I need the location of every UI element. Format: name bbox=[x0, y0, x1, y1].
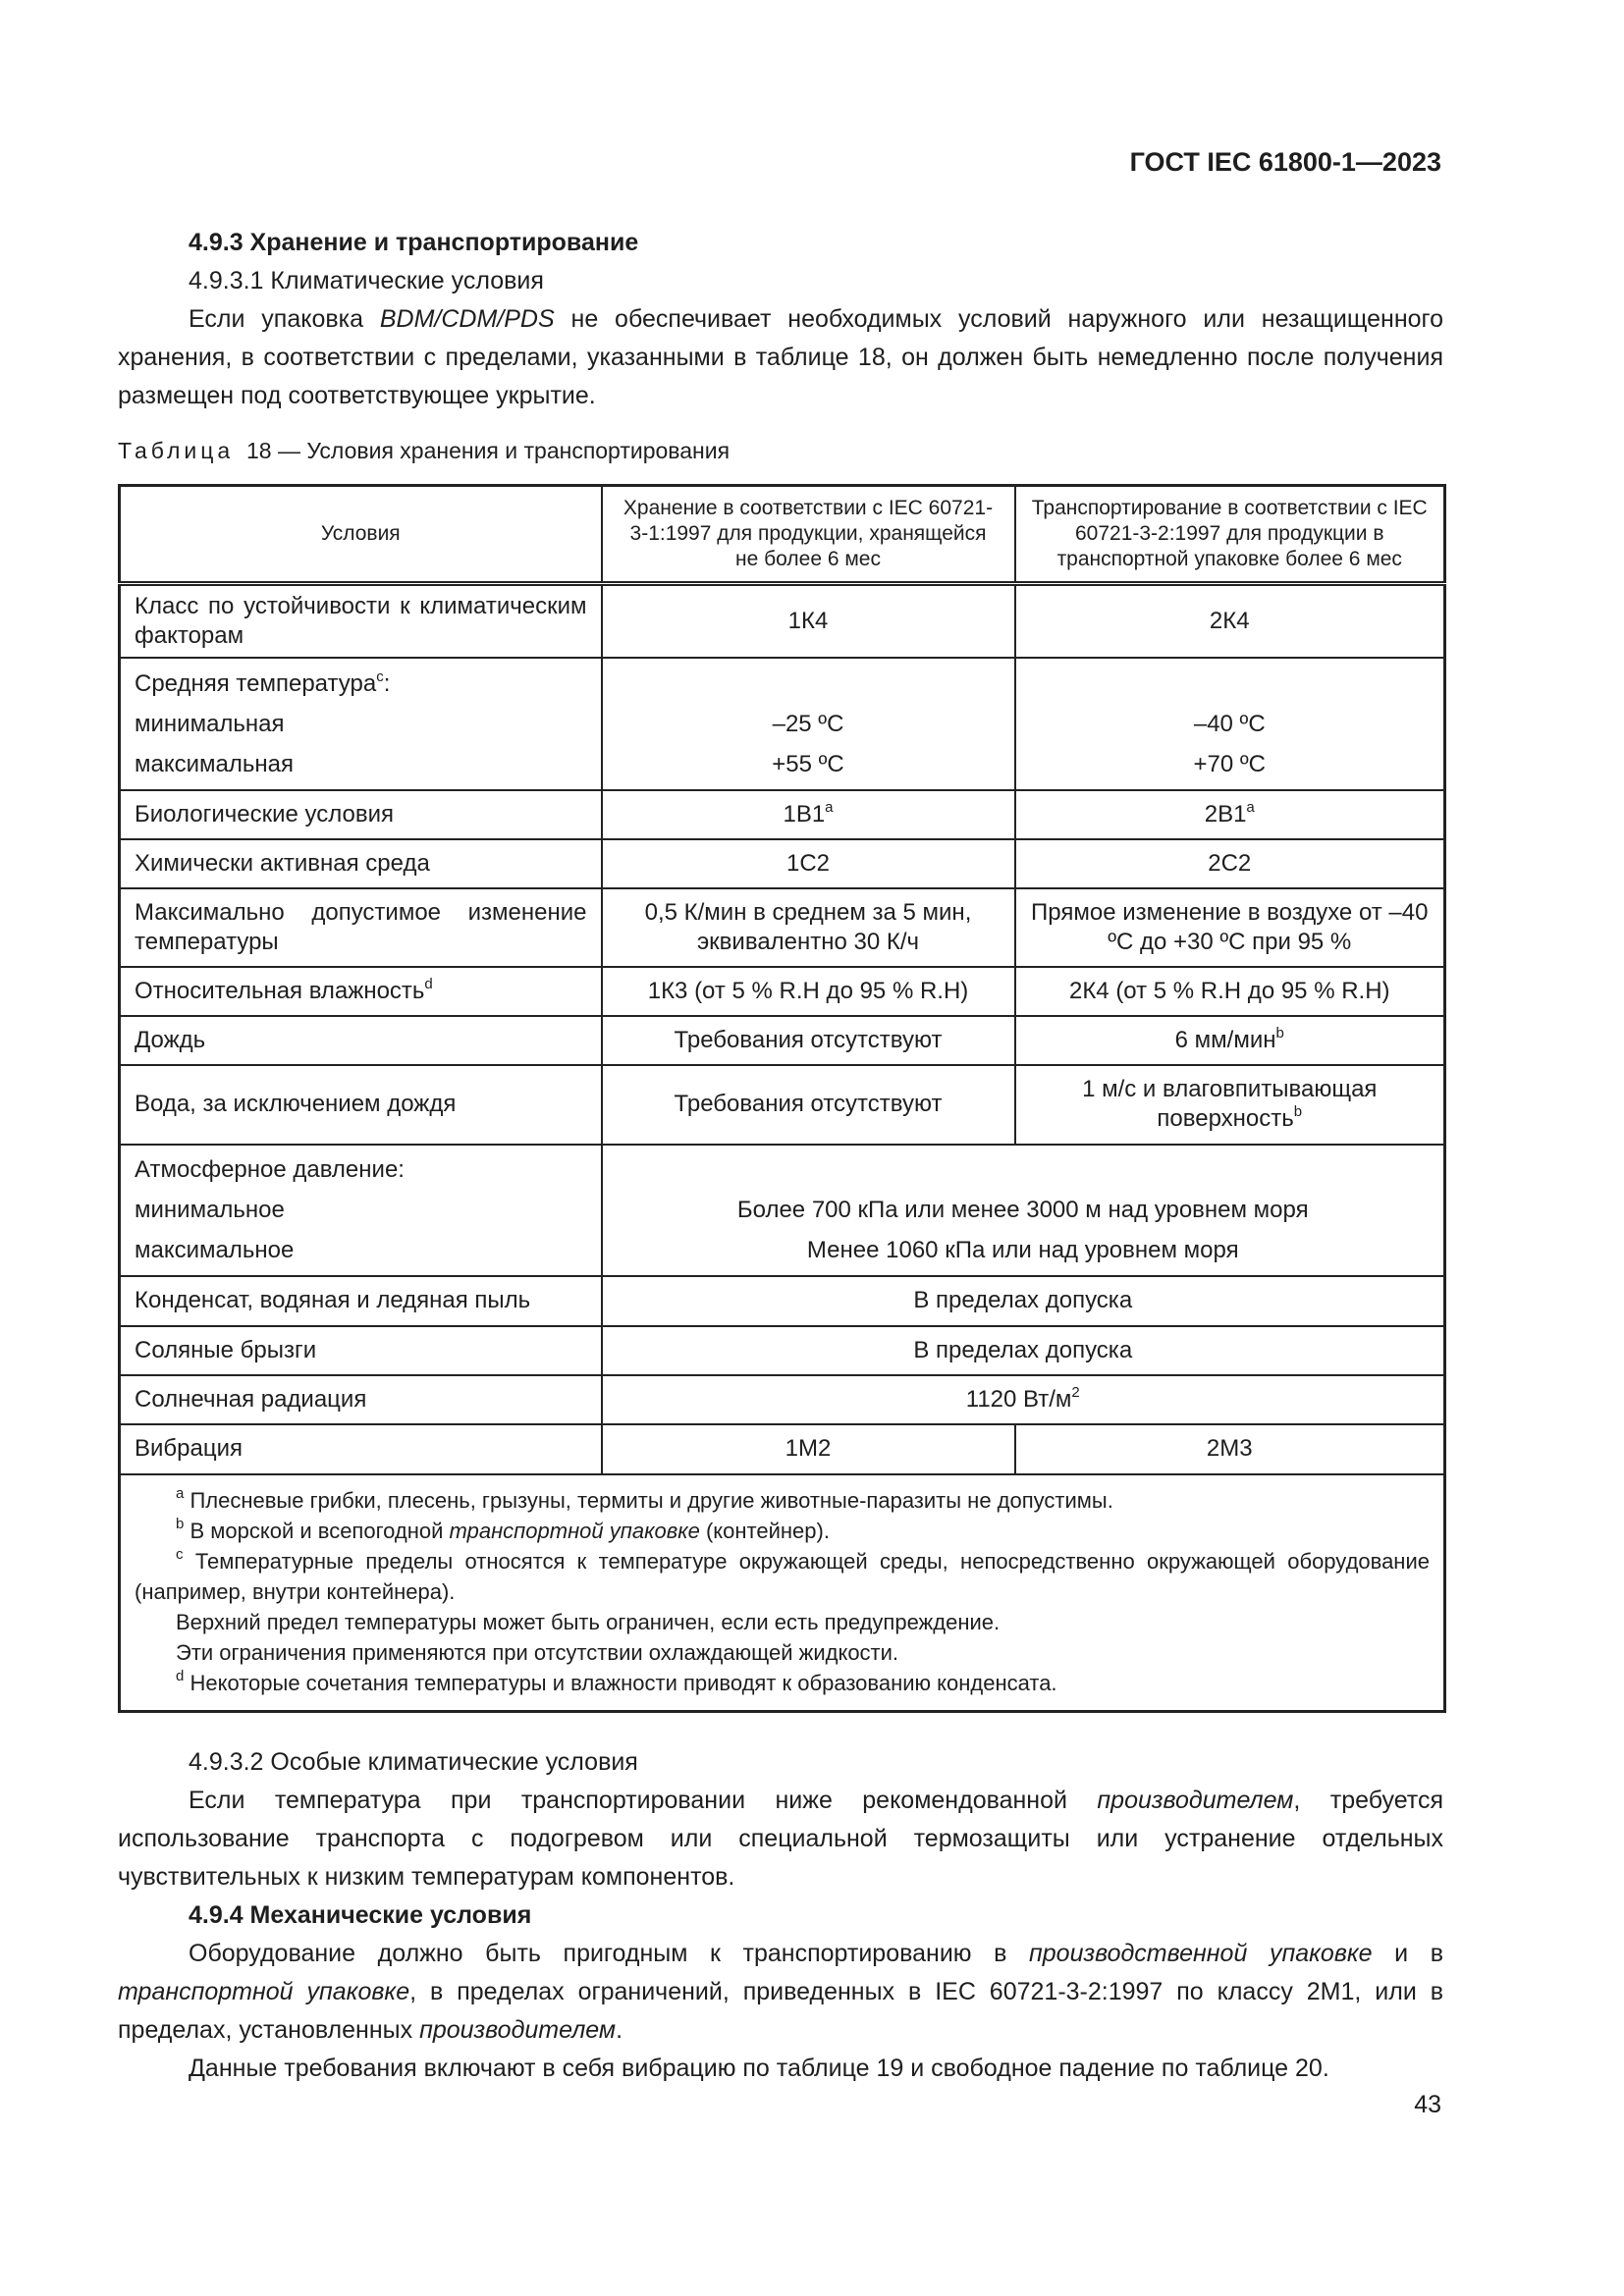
table-row bbox=[120, 584, 1445, 658]
label: минимальное bbox=[135, 1197, 285, 1223]
document-header: ГОСТ IEC 61800-1—2023 bbox=[1129, 147, 1441, 177]
value: Более 700 кПа или менее 3000 м над уровнем моря bbox=[736, 1197, 1309, 1223]
value: +70 ºС bbox=[1193, 750, 1266, 777]
cell: 0,5 К/мин в среднем за 5 мин, эквивалентно 30 К/ч bbox=[602, 888, 1015, 967]
footnotes-row bbox=[120, 1474, 1445, 1712]
superscript: 2 bbox=[1071, 1383, 1080, 1401]
cell: 1К3 (от 5 % R.H до 95 % R.H) bbox=[602, 967, 1015, 1016]
footnote-text: Эти ограничения применяются при отсутствии охлаждающей жидкости. bbox=[176, 1639, 899, 1665]
text: , требуется использование транспорта с подогревом или специальной термозащиты или устранение отдельных чувствительных к низким температурам компонентов. bbox=[118, 1787, 1443, 1891]
row-label: Вибрация bbox=[120, 1424, 602, 1474]
merged-cell bbox=[602, 1145, 1445, 1276]
row-label: Биологические условия bbox=[120, 790, 602, 839]
value: 1В1 bbox=[783, 800, 826, 828]
footnote-text: Верхний предел температуры может быть ограничен, если есть предупреждение. bbox=[176, 1609, 1001, 1634]
table-row bbox=[120, 658, 1445, 790]
table-row bbox=[120, 790, 1445, 839]
italic-term: BDM/CDM/PDS bbox=[379, 305, 555, 333]
page-number: 43 bbox=[1414, 2091, 1441, 2118]
merged-cell: В пределах допуска bbox=[602, 1326, 1445, 1375]
table-row bbox=[120, 1326, 1445, 1375]
merged-cell bbox=[602, 1375, 1445, 1424]
label: максимальная bbox=[135, 750, 294, 777]
cell bbox=[1015, 658, 1445, 790]
table-row bbox=[120, 1065, 1445, 1145]
section-4-9-3 bbox=[118, 224, 1443, 415]
row-label: Дождь bbox=[120, 1016, 602, 1065]
merged-cell: В пределах допуска bbox=[602, 1276, 1445, 1326]
cell: 2С2 bbox=[1015, 839, 1445, 888]
cell bbox=[1015, 1065, 1445, 1145]
subsection-heading: 4.9.3.1 Климатические условия bbox=[189, 267, 544, 294]
caption-label: Таблица bbox=[118, 438, 235, 463]
cell: 1К4 bbox=[602, 584, 1015, 658]
column-header: Транспортирование в соответствии с IEC 60721-3-2:1997 для продукции в транспортной упаковке более 6 мес bbox=[1015, 486, 1445, 584]
italic-term: производственной упаковке bbox=[1029, 1940, 1373, 1967]
section-4-9-3-2 bbox=[118, 1743, 1443, 2088]
paragraph: Данные требования включают в себя вибрацию по таблице 19 и свободное падение по таблице 20. bbox=[189, 2055, 1329, 2082]
cell: 2К4 bbox=[1015, 584, 1445, 658]
label: максимальное bbox=[135, 1237, 295, 1263]
footnote-ref: a bbox=[825, 798, 834, 816]
italic-term: производителем bbox=[1097, 1787, 1294, 1814]
label: : bbox=[383, 669, 391, 697]
footnote-mark: b bbox=[176, 1515, 185, 1532]
footnotes bbox=[120, 1474, 1445, 1712]
cell: 1С2 bbox=[602, 839, 1015, 888]
row-label: Соляные брызги bbox=[120, 1326, 602, 1375]
cell bbox=[602, 790, 1015, 839]
table-row bbox=[120, 888, 1445, 967]
italic-term: транспортной упаковке bbox=[449, 1518, 700, 1543]
footnote-c bbox=[135, 1546, 1430, 1607]
cell: 2М3 bbox=[1015, 1424, 1445, 1474]
text: не обеспечивает необходимых условий наружного или незащищенного хранения, в соответствии с пределами, указанными в таблице 18, он должен быть немедленно после получения размещен под соответствующее укрытие. bbox=[118, 305, 1444, 409]
value: 6 мм/мин bbox=[1174, 1026, 1276, 1053]
footnote-ref: b bbox=[1293, 1103, 1303, 1120]
footnote-mark: d bbox=[176, 1667, 185, 1684]
footnote-text: (контейнер). bbox=[699, 1518, 830, 1543]
table-row bbox=[120, 1145, 1445, 1276]
footnote-text: Температурные пределы относятся к температуре окружающей среды, непосредственно окружающей оборудование (например, внутри контейнера). bbox=[135, 1548, 1430, 1604]
row-label bbox=[120, 967, 602, 1016]
row-label: Класс по устойчивости к климатическим факторам bbox=[120, 584, 602, 658]
italic-term: производителем bbox=[419, 2016, 617, 2044]
row-label: Химически активная среда bbox=[120, 839, 602, 888]
text: . bbox=[616, 2016, 623, 2044]
text: Если температура при транспортировании ниже рекомендованной bbox=[189, 1787, 1098, 1814]
cell bbox=[602, 658, 1015, 790]
label: Атмосферное давление: bbox=[135, 1156, 405, 1183]
table-row bbox=[120, 967, 1445, 1016]
footnote-text: Некоторые сочетания температуры и влажности приводят к образованию конденсата. bbox=[189, 1670, 1057, 1695]
row-label bbox=[120, 658, 602, 790]
table-row bbox=[120, 1424, 1445, 1474]
footnote-a bbox=[135, 1485, 1430, 1516]
row-label: Конденсат, водяная и ледяная пыль bbox=[120, 1276, 602, 1326]
row-label: Максимально допустимое изменение температуры bbox=[120, 888, 602, 967]
footnote-ref: a bbox=[1246, 798, 1255, 816]
footnote-b bbox=[135, 1516, 1430, 1546]
table-row bbox=[120, 1276, 1445, 1326]
section-heading: 4.9.3 Хранение и транспортирование bbox=[189, 229, 639, 256]
column-header: Хранение в соответствии с IEC 60721-3-1:1997 для продукции, хранящейся не более 6 мес bbox=[602, 486, 1015, 584]
footnote-ref: c bbox=[376, 667, 384, 685]
footnote-ref: d bbox=[424, 975, 433, 992]
text: и в bbox=[1372, 1940, 1444, 1967]
table-caption bbox=[118, 438, 730, 464]
text: , в пределах ограничений, приведенных в IEC 60721-3-2:1997 по классу 2М1, или в пределах, установленных bbox=[118, 1978, 1444, 2044]
column-header: Условия bbox=[120, 486, 602, 584]
label: минимальная bbox=[135, 710, 285, 737]
value: 2В1 bbox=[1204, 800, 1247, 828]
conditions-table bbox=[118, 484, 1446, 1713]
paragraph bbox=[118, 1782, 1443, 1896]
table-row bbox=[120, 839, 1445, 888]
cell bbox=[1015, 1016, 1445, 1065]
cell: Прямое изменение в воздухе от –40 ºС до +30 ºС при 95 % bbox=[1015, 888, 1445, 967]
subsection-heading: 4.9.3.2 Особые климатические условия bbox=[189, 1748, 638, 1776]
footnote-text: В морской и всепогодной bbox=[189, 1518, 450, 1543]
caption-text: 18 — Условия хранения и транспортирования bbox=[245, 438, 731, 463]
text: Если упаковка bbox=[189, 305, 380, 333]
footnote-mark: a bbox=[176, 1484, 185, 1502]
row-label: Вода, за исключением дождя bbox=[120, 1065, 602, 1145]
paragraph bbox=[118, 300, 1443, 415]
paragraph bbox=[118, 1935, 1443, 2050]
row-label bbox=[120, 1145, 602, 1276]
value: 1120 Вт/м bbox=[965, 1385, 1072, 1413]
footnote-d bbox=[135, 1668, 1430, 1698]
footnote-mark: c bbox=[176, 1545, 184, 1563]
value: Менее 1060 кПа или над уровнем моря bbox=[806, 1237, 1239, 1263]
value: +55 ºС bbox=[772, 750, 844, 777]
cell: 1М2 bbox=[602, 1424, 1015, 1474]
row-label: Солнечная радиация bbox=[120, 1375, 602, 1424]
cell: 2К4 (от 5 % R.H до 95 % R.H) bbox=[1015, 967, 1445, 1016]
footnote-ref: b bbox=[1275, 1024, 1284, 1041]
value: 1 м/с и влаговпитывающая поверхность bbox=[1082, 1076, 1378, 1132]
label: Средняя температура bbox=[135, 669, 377, 697]
cell: Требования отсутствуют bbox=[602, 1065, 1015, 1145]
value: –25 ºС bbox=[772, 710, 844, 737]
italic-term: транспортной упаковке bbox=[118, 1978, 410, 2005]
label: Относительная влажность bbox=[135, 977, 425, 1004]
footnote-text: Плесневые грибки, плесень, грызуны, термиты и другие животные-паразиты не допустимы. bbox=[189, 1487, 1113, 1513]
cell bbox=[1015, 790, 1445, 839]
table-header-row bbox=[120, 486, 1445, 584]
text: Оборудование должно быть пригодным к транспортированию в bbox=[189, 1940, 1029, 1967]
cell: Требования отсутствуют bbox=[602, 1016, 1015, 1065]
section-heading: 4.9.4 Механические условия bbox=[189, 1901, 532, 1929]
table-row bbox=[120, 1375, 1445, 1424]
table-row bbox=[120, 1016, 1445, 1065]
value: –40 ºС bbox=[1193, 710, 1266, 737]
